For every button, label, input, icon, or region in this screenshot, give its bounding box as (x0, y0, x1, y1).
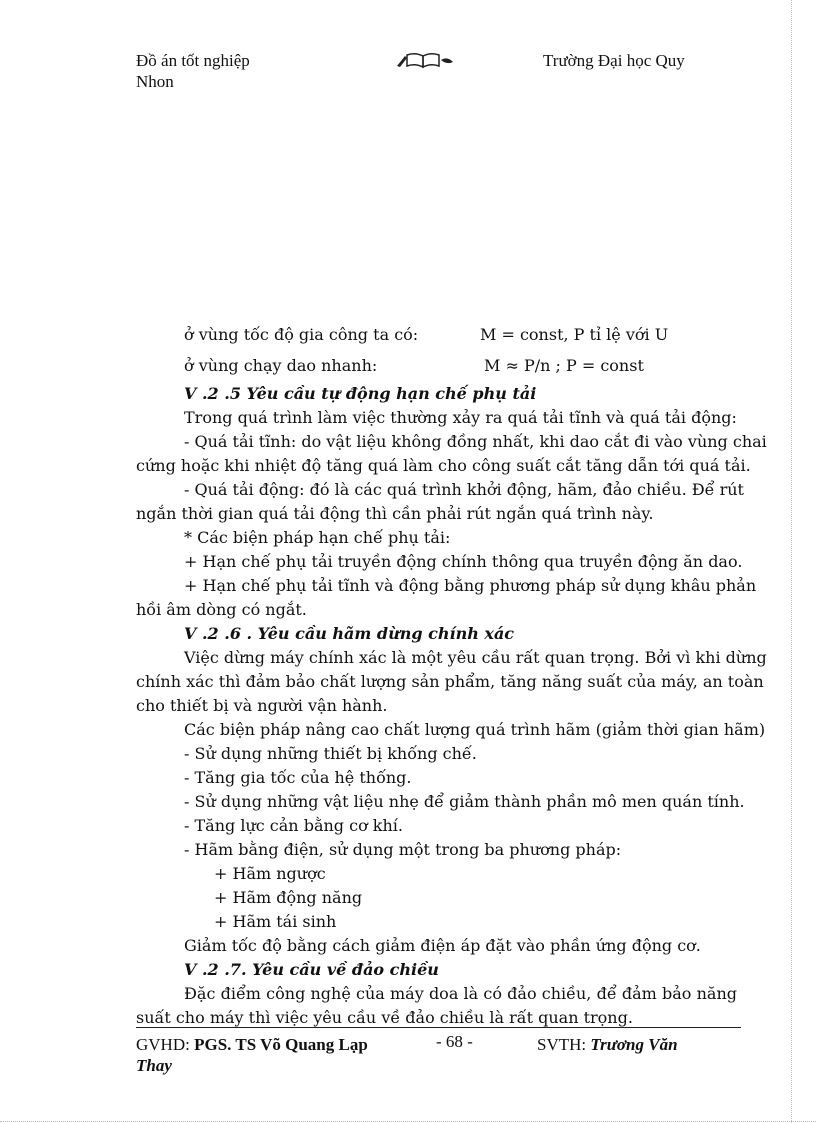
paragraph-line: ngắn thời gian quá tải động thì cần phải rút ngắn quá trình này. (136, 504, 654, 523)
paragraph-line: Các biện pháp nâng cao chất lượng quá trình hãm (giảm thời gian hãm) (184, 720, 766, 739)
footer-student-label: SVTH: (537, 1035, 587, 1054)
page-number: - 68 - (436, 1032, 473, 1051)
footer-student-name-line2: Thay (136, 1056, 172, 1075)
page-edge-bottom (0, 1121, 816, 1122)
page-edge-right (791, 0, 792, 1123)
header-left-line1: Đồ án tốt nghiệp (136, 51, 250, 70)
section-heading-v25: V .2 .5 Yêu cầu tự động hạn chế phụ tải (184, 384, 537, 403)
paragraph-line: cho thiết bị và người vận hành. (136, 696, 388, 715)
paragraph-line: + Hạn chế phụ tải truyền động chính thông qua truyền động ăn dao. (184, 552, 743, 571)
paragraph-line: Đặc điểm công nghệ của máy doa là có đảo chiều, để đảm bảo năng (184, 984, 737, 1003)
paragraph-line: Việc dừng máy chính xác là một yêu cầu rất quan trọng. Bởi vì khi dừng (184, 648, 767, 667)
footer-advisor (136, 1034, 368, 1055)
list-item: + Hãm ngược (214, 864, 326, 883)
list-item: - Tăng lực cản bằng cơ khí. (184, 816, 403, 835)
list-item: - Sử dụng những thiết bị khống chế. (184, 744, 477, 763)
list-item: + Hãm tái sinh (214, 912, 337, 931)
paragraph-line: hồi âm dòng có ngắt. (136, 600, 307, 619)
section-heading-v26: V .2 .6 . Yêu cầu hãm dừng chính xác (184, 624, 515, 643)
footer-advisor-name: PGS. TS Võ Quang Lạp (194, 1035, 368, 1054)
line-torque-range-label: ở vùng tốc độ gia công ta có: (184, 325, 419, 344)
line-torque-range-value: M = const, P tỉ lệ với U (480, 325, 669, 344)
paragraph-line: + Hạn chế phụ tải tĩnh và động bằng phương pháp sử dụng khâu phản (184, 576, 757, 595)
header-right: Trường Đại học Quy (543, 51, 685, 70)
footer-advisor-label: GVHD: (136, 1035, 190, 1054)
line-rapid-feed-label: ở vùng chạy dao nhanh: (184, 356, 378, 375)
section-heading-v27: V .2 .7. Yêu cầu về đảo chiều (184, 960, 439, 979)
paragraph-line: cứng hoặc khi nhiệt độ tăng quá làm cho công suất cắt tăng dẫn tới quá tải. (136, 456, 751, 475)
footer-divider (136, 1027, 741, 1028)
paragraph-line: chính xác thì đảm bảo chất lượng sản phẩm, tăng năng suất của máy, an toàn (136, 672, 764, 691)
list-item: - Tăng gia tốc của hệ thống. (184, 768, 412, 787)
paragraph-line: Trong quá trình làm việc thường xảy ra quá tải tĩnh và quá tải động: (184, 408, 737, 427)
book-pen-ornament-icon (395, 50, 455, 70)
line-rapid-feed-value: M ≈ P/n ; P = const (484, 356, 644, 375)
paragraph-line: - Quá tải động: đó là các quá trình khởi động, hãm, đảo chiều. Để rút (184, 480, 744, 499)
list-item: - Sử dụng những vật liệu nhẹ để giảm thành phần mô men quán tính. (184, 792, 745, 811)
footer-student (537, 1034, 678, 1055)
paragraph-line: - Quá tải tĩnh: do vật liệu không đồng nhất, khi dao cắt đi vào vùng chai (184, 432, 767, 451)
paragraph-line: Giảm tốc độ bằng cách giảm điện áp đặt vào phần ứng động cơ. (184, 936, 701, 955)
paragraph-line: * Các biện pháp hạn chế phụ tải: (184, 528, 451, 547)
header-left-line2: Nhon (136, 72, 174, 91)
footer-student-name: Trương Văn (590, 1035, 678, 1054)
paragraph-line: suất cho máy thì việc yêu cầu về đảo chiều là rất quan trọng. (136, 1008, 633, 1027)
list-item: + Hãm động năng (214, 888, 363, 907)
list-item: - Hãm bằng điện, sử dụng một trong ba phương pháp: (184, 840, 622, 859)
